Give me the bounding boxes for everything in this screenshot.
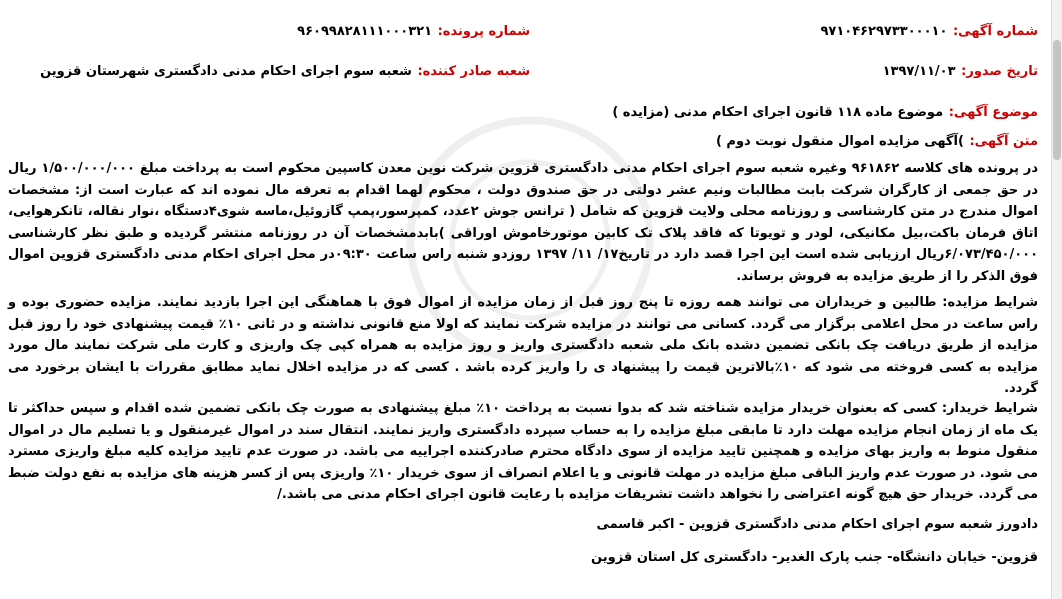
scrollbar-thumb[interactable] <box>1053 40 1061 160</box>
case-number: ۹۶۰۹۹۸۲۸۱۱۱۰۰۰۳۲۱ <box>297 24 433 39</box>
case-number-row <box>297 20 530 39</box>
issuing-branch: شعبه سوم اجرای احکام مدنی دادگستری شهرستان قزوین <box>40 64 412 79</box>
address-line: قزوین- خیابان دانشگاه- جنب پارک الغدیر- دادگستری کل استان قزوین <box>591 550 1038 565</box>
subject-row <box>612 101 1038 120</box>
buyer-conditions-paragraph: شرایط خریدار: کسی که بعنوان خریدار مزایده شناخته شد که بدوا نسبت به پرداخت ۱۰٪ مبلغ پیشنهادی به صورت چک بانکی تضمین شده اقدام و سپس حداکثر تا یک ماه از زمان انجام مزایده مهلت دارد تا مابقی مبلغ مزایده را به حساب سپرده دادگستری واریز نمایند. انتقال سند در اموال غیرمنقول و یا تسلیم مال در اموال منقول منوط به واریز بهای مزایده و همچنین تایید مزایده از سوی دادگاه محترم صادرکننده اجراییه می باشد. در صورت عدم تایید مزایده کلیه مبلغ واریزی مسترد می شود. در صورت عدم واریز الباقی مبلغ مزایده در مهلت قانونی و یا اعلام انصراف از سوی خریدار ۱۰٪ واریزی پس از کسر هزینه های مزایده به نفع دولت ضبط می گردد. خریدار حق هیچ گونه اعتراضی را نخواهد داشت تشریفات مزایده با رعایت قانون اجرای احکام مدنی می باشد./ <box>8 401 1038 502</box>
subject-value: موضوع ماده ۱۱۸ قانون اجرای احکام مدنی (مزایده ) <box>612 105 944 120</box>
issue-date-row <box>883 60 1038 79</box>
ad-text-row <box>716 130 1038 149</box>
case-number-label: شماره پرونده: <box>437 24 530 39</box>
ad-text-title: )آگهی مزایده اموال منقول نوبت دوم ) <box>715 134 964 149</box>
case-details-paragraph: در پرونده های کلاسه ۹۶۱۸۶۲ وغیره شعبه سوم اجرای احکام مدنی دادگستری قزوین شرکت نوین معدن کاسپین محکوم است به پرداخت مبلغ ۱/۵۰۰/۰۰۰/۰۰۰ ریال در حق جمعی از کارگران شرکت بابت مطالبات ونیم عشر دولتی در حق صندوق دولت ، محکوم لهما اقدام به تعرفه مال نموده اند که عبارت است از: مشخصات اموال مندرج در متن کارشناسی و روزنامه محلی ولایت قزوین که شامل ( ترانس جوش ۲عدد، کمپرسور،پمپ گازوئیل،ماسه شوی۴دستگاه ،نوار نقاله، تانکرهوایی، اتاق فرمان باکت،بیل مکانیکی، لودر و تویوتا که فاقد پلاک تک کابین موتورخاموش اوراقی )بابدمشخصات آن در روزنامه منتشر گردیده و طبق نظر کارشناسی ۶/۰۷۳/۴۵۰/۰۰۰ریال ارزیابی شده است این اجرا قصد دارد در تاریخ۱۷/ ۱۱/ ۱۳۹۷ روزدو شنبه راس ساعت ۰۹:۳۰در محل اجرای احکام مدنی دادگستری قزوین اموال فوق الذکر را از طریق مزایده به فروش برساند. <box>8 161 1039 284</box>
ad-text-label: متن آگهی: <box>969 134 1038 149</box>
signature-line: دادورز شعبه سوم اجرای احکام مدنی دادگستری قزوین - اکبر قاسمی <box>596 517 1038 532</box>
ad-number: ۹۷۱۰۴۶۲۹۷۳۳۰۰۰۱۰ <box>820 24 948 39</box>
issuing-branch-label: شعبه صادر کننده: <box>417 64 530 79</box>
ad-number-row <box>820 20 1038 39</box>
issue-date-label: تاریخ صدور: <box>961 64 1038 79</box>
subject-label: موضوع آگهی: <box>948 105 1038 120</box>
issue-date: ۱۳۹۷/۱۱/۰۳ <box>882 64 956 79</box>
vertical-scrollbar[interactable] <box>1051 0 1062 599</box>
ad-number-label: شماره آگهی: <box>952 24 1038 39</box>
issuing-branch-row <box>40 60 530 79</box>
auction-conditions-paragraph: شرایط مزایده: طالبین و خریداران می توانند همه روزه تا پنج روز قبل از زمان مزایده از اموال فوق با هماهنگی این اجرا بازدید نمایند. مزایده حضوری بوده و راس ساعت در محل اعلامی برگزار می گردد. کسانی می توانند در مزایده شرکت نمایند که اولا منع قانونی نداشته و در ثانی ۱۰٪ قیمت پیشنهادی خود را روز قبل مزایده از طریق دریافت چک بانکی تضمین دشده بانک ملی شعبه دادگستری واریز و روز مزایده به همراه کپی چک واریزی و کارت ملی شرکت نمایند مال مورد مزایده به کسی فروخته می شود که ۱۰٪بالاترین قیمت را پیشنهاد ی را واریز کرده باشد . کسی که در مزایده اخلال نماید مطابق مقررات با ایشان برخورد می گردد. <box>8 295 1039 396</box>
